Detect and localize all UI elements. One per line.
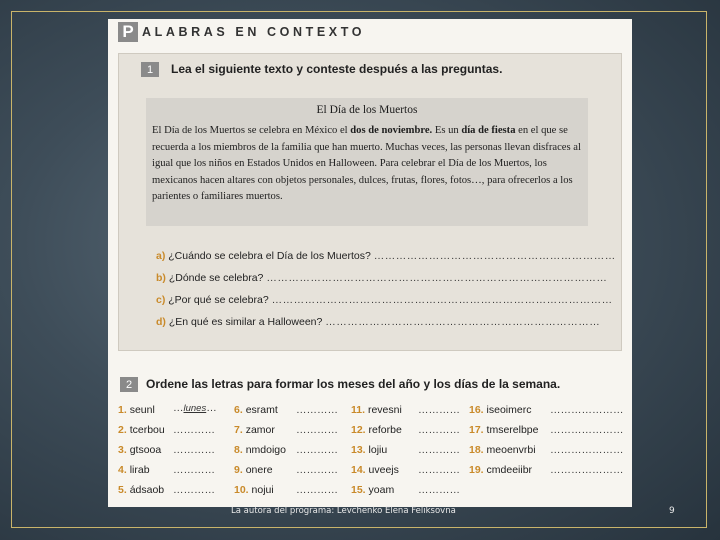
answer-blank[interactable]: ………… xyxy=(418,484,460,496)
scanned-page xyxy=(108,19,632,507)
exercise-1-instruction: Lea el siguiente texto y conteste después a las preguntas. xyxy=(171,62,503,76)
item-number: 3. xyxy=(118,444,127,456)
item-number: 6. xyxy=(234,404,243,416)
word-item xyxy=(118,484,164,496)
answer-blank[interactable]: ………… xyxy=(418,424,460,436)
scrambled-word: lirab xyxy=(129,464,150,476)
word-item xyxy=(351,464,399,476)
item-number: 17. xyxy=(469,424,484,436)
answer-blank[interactable]: ………………… xyxy=(550,404,624,416)
item-number: 11. xyxy=(351,404,366,416)
scrambled-word: nojui xyxy=(251,484,274,496)
exercise-1 xyxy=(118,53,622,351)
item-number: 13. xyxy=(351,444,366,456)
scrambled-word: tcerbou xyxy=(129,424,165,436)
page-number: 9 xyxy=(669,506,675,516)
word-item xyxy=(469,424,538,436)
answer-blank[interactable]: ………… xyxy=(173,424,215,436)
item-number: 16. xyxy=(469,404,484,416)
header-title: ALABRAS EN CONTEXTO xyxy=(142,25,366,39)
answer-blank[interactable]: ………… xyxy=(296,484,338,496)
word-item xyxy=(234,444,286,456)
item-number: 5. xyxy=(118,484,127,496)
scrambled-word: nmdoigo xyxy=(245,444,286,456)
question-b xyxy=(156,272,608,284)
word-item xyxy=(351,424,402,436)
item-number: 4. xyxy=(118,464,127,476)
word-item xyxy=(351,484,394,496)
answer-blank[interactable]: ………………… xyxy=(550,444,624,456)
answer-blank[interactable]: ………… xyxy=(296,444,338,456)
scrambled-word: ádsaob xyxy=(129,484,165,496)
scrambled-word: cmdeeiibr xyxy=(486,464,533,476)
question-text: ¿Dónde se celebra? xyxy=(168,272,264,284)
question-letter: d) xyxy=(156,316,166,328)
item-number: 14. xyxy=(351,464,366,476)
scrambled-word: lojiu xyxy=(368,444,388,456)
exercise-2-instruction: Ordene las letras para formar los meses del año y los días de la semana. xyxy=(146,377,561,391)
answer-line[interactable]: ………………………………………………………… xyxy=(373,250,616,262)
reading-part-2: Es un xyxy=(432,125,462,136)
word-item xyxy=(118,464,150,476)
footer-author: La autora del programa: Levchenko Elena Feliksovna xyxy=(231,506,456,516)
scrambled-word: seunl xyxy=(129,404,155,416)
item-number: 12. xyxy=(351,424,366,436)
word-item xyxy=(234,484,274,496)
word-item xyxy=(351,404,402,416)
word-item xyxy=(234,464,273,476)
scrambled-word: revesni xyxy=(367,404,402,416)
scrambled-word: uveejs xyxy=(368,464,399,476)
item-number: 8. xyxy=(234,444,243,456)
scrambled-word: reforbe xyxy=(368,424,402,436)
reading-part-3: en el que se recuerda a los miembros de la familia que han muerto. Muchas veces, las personas llevan disfraces al igual que los niños en Estados Unidos en Halloween. Para celebrar el Día de los Muertos, los mexicanos hacen altares con objetos personales, dulces, frutas, flores, fotos…, para ofrecerlos a los parientes o familiares muertos. xyxy=(152,125,581,202)
answer-blank[interactable]: ………… xyxy=(418,404,460,416)
answer-blank[interactable]: ………… xyxy=(173,464,215,476)
reading-title: El Día de los Muertos xyxy=(316,104,418,116)
item-number: 2. xyxy=(118,424,127,436)
reading-text-box xyxy=(146,98,588,226)
scrambled-word: zamor xyxy=(245,424,275,436)
answer-blank[interactable]: ………… xyxy=(296,464,338,476)
question-letter: c) xyxy=(156,294,166,306)
answer-blank[interactable]: ………………… xyxy=(550,424,624,436)
reading-bold-date: dos de noviembre. xyxy=(350,125,433,136)
word-item xyxy=(234,404,278,416)
answer-blank[interactable]: ………… xyxy=(173,444,215,456)
word-item xyxy=(118,404,155,416)
question-a xyxy=(156,250,616,262)
question-d xyxy=(156,316,601,328)
scrambled-word: esramt xyxy=(245,404,278,416)
question-text: ¿Cuándo se celebra el Día de los Muertos? xyxy=(168,250,371,262)
reading-bold-fiesta: día de fiesta xyxy=(461,125,516,136)
reading-body xyxy=(152,123,584,206)
item-number: 1. xyxy=(118,404,127,416)
word-item xyxy=(351,444,387,456)
item-number: 10. xyxy=(234,484,249,496)
word-item xyxy=(234,424,275,436)
question-text: ¿En qué es similar a Halloween? xyxy=(168,316,323,328)
word-item xyxy=(469,404,531,416)
question-letter: b) xyxy=(156,272,166,284)
answer-blank[interactable]: ………… xyxy=(418,444,460,456)
item-number: 15. xyxy=(351,484,366,496)
answer-blank[interactable]: …lunes… xyxy=(173,402,217,414)
answer-blank[interactable]: ………… xyxy=(173,484,215,496)
scrambled-word: meoenvrbi xyxy=(486,444,536,456)
question-c xyxy=(156,294,613,306)
exercise-2 xyxy=(118,371,622,507)
word-item xyxy=(118,424,165,436)
item-number: 9. xyxy=(234,464,243,476)
question-text: ¿Por qué se celebra? xyxy=(168,294,269,306)
item-number: 18. xyxy=(469,444,484,456)
word-item xyxy=(469,444,536,456)
answer-blank[interactable]: ………………… xyxy=(550,464,624,476)
section-header xyxy=(118,21,365,43)
header-badge: P xyxy=(118,22,138,42)
word-item xyxy=(469,464,532,476)
exercise-2-number: 2 xyxy=(120,377,138,392)
exercise-1-number: 1 xyxy=(141,62,159,77)
question-letter: a) xyxy=(156,250,166,262)
item-number: 19. xyxy=(469,464,484,476)
answer-line[interactable]: ………………………………………………………………… xyxy=(325,316,601,328)
answer-blank[interactable]: ………… xyxy=(296,424,338,436)
answer-blank[interactable]: ………… xyxy=(418,464,460,476)
answer-blank[interactable]: ………… xyxy=(296,404,338,416)
word-item xyxy=(118,444,161,456)
answer-line[interactable]: ………………………………………………………………………………… xyxy=(271,294,613,306)
item-number: 7. xyxy=(234,424,243,436)
scrambled-word: gtsooa xyxy=(129,444,162,456)
filled-answer: lunes xyxy=(183,403,207,414)
scrambled-word: yoam xyxy=(368,484,395,496)
scrambled-word: onere xyxy=(245,464,273,476)
reading-part-1: El Día de los Muertos se celebra en México el xyxy=(152,125,351,136)
scrambled-word: iseoimerc xyxy=(486,404,532,416)
answer-line[interactable]: ………………………………………………………………………………… xyxy=(266,272,608,284)
scrambled-word: tmserelbpe xyxy=(486,424,539,436)
